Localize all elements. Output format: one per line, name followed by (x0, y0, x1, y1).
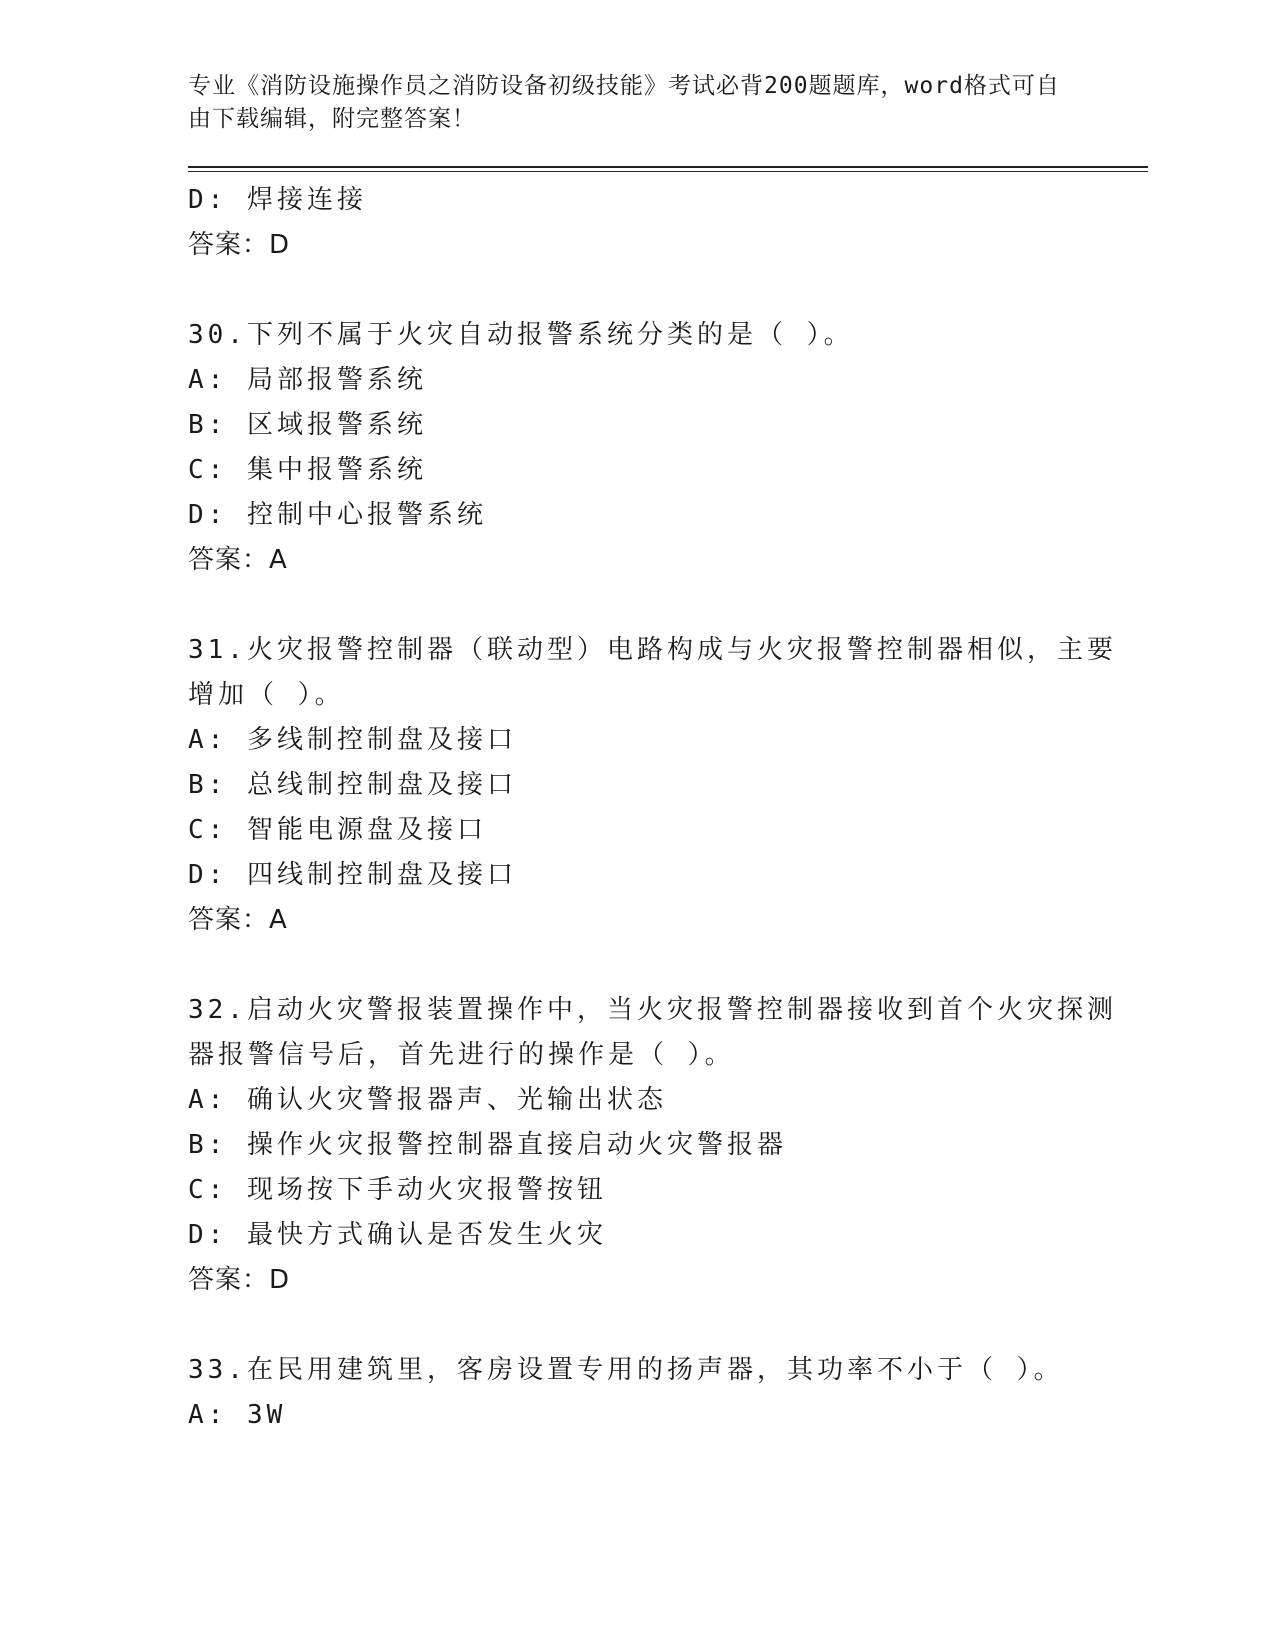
question-stem-line1: 32.启动火灾警报装置操作中，当火灾报警控制器接收到首个火灾探测 (188, 995, 1117, 1025)
question-stem: 30.下列不属于火灾自动报警系统分类的是（ ）。 (188, 320, 854, 350)
answer: 答案：A (188, 905, 288, 935)
answer: 答案：D (188, 1265, 291, 1295)
question-stem: 33.在民用建筑里，客房设置专用的扬声器，其功率不小于（ ）。 (188, 1355, 1064, 1385)
option-c: C: 现场按下手动火灾报警按钮 (188, 1175, 607, 1205)
option-d: D: 最快方式确认是否发生火灾 (188, 1220, 607, 1250)
answer: 答案：D (188, 230, 291, 260)
option-d: D: 四线制控制盘及接口 (188, 860, 517, 890)
option-a: A: 3W (188, 1400, 287, 1430)
option-b: B: 区域报警系统 (188, 410, 427, 440)
question-31 (188, 628, 1148, 943)
header-divider (188, 166, 1148, 172)
document-header: 专业《消防设施操作员之消防设备初级技能》考试必背200题题库，word格式可自由下载编辑，附完整答案！ (188, 73, 1060, 132)
option-b: B: 操作火灾报警控制器直接启动火灾警报器 (188, 1130, 787, 1160)
option-a: A: 确认火灾警报器声、光输出状态 (188, 1085, 667, 1115)
option-a: A: 局部报警系统 (188, 365, 427, 395)
question-30 (188, 313, 1148, 583)
option-c: C: 智能电源盘及接口 (188, 815, 487, 845)
question-stem-line2: 增加（ ）。 (188, 680, 345, 710)
option-a: A: 多线制控制盘及接口 (188, 725, 517, 755)
option-d: D: 控制中心报警系统 (188, 500, 487, 530)
question-stem-line2: 器报警信号后，首先进行的操作是（ ）。 (188, 1040, 735, 1070)
answer: 答案：A (188, 545, 288, 575)
question-stem-line1: 31.火灾报警控制器（联动型）电路构成与火灾报警控制器相似，主要 (188, 635, 1117, 665)
option-d: D: 焊接连接 (188, 185, 367, 215)
question-33 (188, 1348, 1148, 1438)
option-c: C: 集中报警系统 (188, 455, 427, 485)
question-32 (188, 988, 1148, 1303)
document-page (188, 70, 1148, 1438)
previous-question-tail (188, 178, 1148, 268)
option-b: B: 总线制控制盘及接口 (188, 770, 517, 800)
